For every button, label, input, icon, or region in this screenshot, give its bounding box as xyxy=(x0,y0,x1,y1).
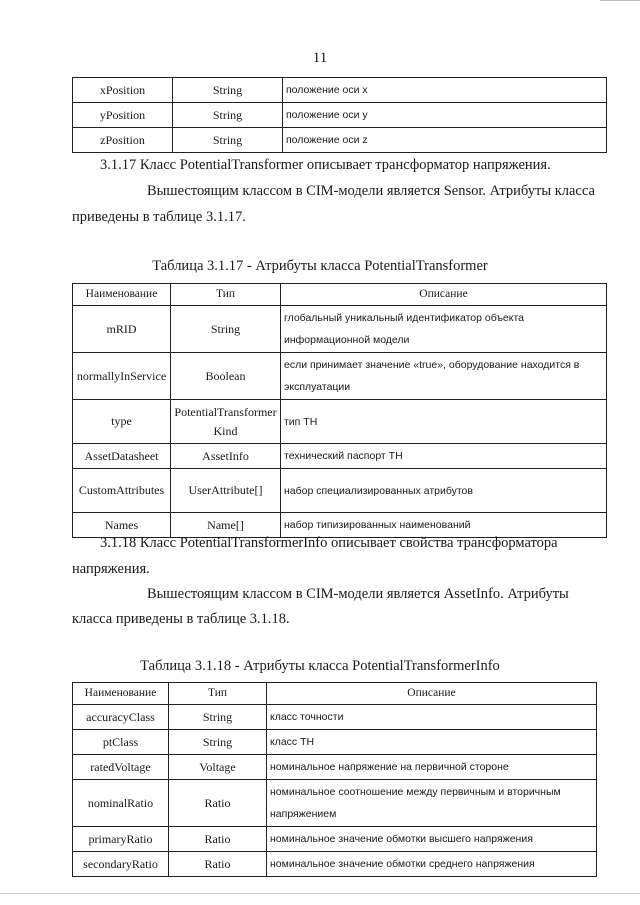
attr-name: AssetDatasheet xyxy=(73,444,171,469)
attr-name: secondaryRatio xyxy=(73,852,169,877)
column-header-name: Наименование xyxy=(73,683,169,705)
column-header-type: Тип xyxy=(169,683,267,705)
attr-description: набор специализированных атрибутов xyxy=(281,469,607,513)
attr-name: ratedVoltage xyxy=(73,755,169,780)
attr-type: Ratio xyxy=(169,852,267,877)
bottom-scan-line xyxy=(0,893,640,894)
attr-type: Ratio xyxy=(169,780,267,827)
table-row xyxy=(73,755,597,780)
attr-type: AssetInfo xyxy=(171,444,281,469)
attr-description: технический паспорт ТН xyxy=(281,444,607,469)
attributes-table-3117 xyxy=(72,283,607,538)
table-row xyxy=(73,780,597,827)
table-row xyxy=(73,705,597,730)
section-paragraph-3118-line2: класса приведены в таблице 3.1.18. xyxy=(72,611,290,627)
attr-name: type xyxy=(73,400,171,444)
attr-type: Voltage xyxy=(169,755,267,780)
attr-description: глобальный уникальный идентификатор объекта информационной модели xyxy=(281,306,607,353)
table-header-row xyxy=(73,683,597,705)
attr-name: yPosition xyxy=(73,103,173,128)
attr-description: положение оси z xyxy=(283,128,607,153)
attr-description: положение оси x xyxy=(283,78,607,103)
attr-type: Boolean xyxy=(171,353,281,400)
attr-description: класс ТН xyxy=(267,730,597,755)
column-header-type: Тип xyxy=(171,284,281,306)
table-caption-3118: Таблица 3.1.18 - Атрибуты класса PotentialTransformerInfo xyxy=(140,658,500,674)
section-paragraph-3118-line1: Вышестоящим классом в CIM-модели является AssetInfo. Атрибуты xyxy=(147,586,569,602)
attr-type: PotentialTransformerKind xyxy=(171,400,281,444)
table-row xyxy=(73,513,607,538)
attr-name: accuracyClass xyxy=(73,705,169,730)
table-row xyxy=(73,78,607,103)
attr-description: класс точности xyxy=(267,705,597,730)
table-row xyxy=(73,827,597,852)
attr-description: тип ТН xyxy=(281,400,607,444)
section-paragraph-3117-line2: приведены в таблице 3.1.17. xyxy=(72,209,246,225)
attr-type: String xyxy=(173,128,283,153)
table-row xyxy=(73,306,607,353)
page-number: 11 xyxy=(312,50,328,66)
attr-type: String xyxy=(169,705,267,730)
attr-description: номинальное значение обмотки высшего напряжения xyxy=(267,827,597,852)
attr-description: положение оси y xyxy=(283,103,607,128)
section-heading-3118-line2: напряжения. xyxy=(72,561,150,577)
attr-name: Names xyxy=(73,513,171,538)
attr-type: Name[] xyxy=(171,513,281,538)
table-row xyxy=(73,353,607,400)
table-row xyxy=(73,128,607,153)
attr-name: nominalRatio xyxy=(73,780,169,827)
attr-name: CustomAttributes xyxy=(73,469,171,513)
top-scan-line xyxy=(600,0,640,1)
attr-name: mRID xyxy=(73,306,171,353)
table-row xyxy=(73,852,597,877)
table-header-row xyxy=(73,284,607,306)
section-paragraph-3117-line1: Вышестоящим классом в CIM-модели является Sensor. Атрибуты класса xyxy=(147,183,595,199)
table-row xyxy=(73,469,607,513)
attr-description: набор типизированных наименований xyxy=(281,513,607,538)
section-heading-3117: 3.1.17 Класс PotentialTransformer описывает трансформатор напряжения. xyxy=(100,157,551,173)
attr-description: номинальное напряжение на первичной стороне xyxy=(267,755,597,780)
table-row xyxy=(73,444,607,469)
table-row xyxy=(73,400,607,444)
attr-description: номинальное значение обмотки среднего напряжения xyxy=(267,852,597,877)
column-header-name: Наименование xyxy=(73,284,171,306)
attr-description: если принимает значение «true», оборудование находится в эксплуатации xyxy=(281,353,607,400)
attributes-table-3118 xyxy=(72,682,597,877)
table-row xyxy=(73,103,607,128)
attr-name: zPosition xyxy=(73,128,173,153)
attributes-table-continued xyxy=(72,77,607,153)
attr-type: String xyxy=(173,78,283,103)
attr-type: String xyxy=(169,730,267,755)
attr-name: primaryRatio xyxy=(73,827,169,852)
attr-description: номинальное соотношение между первичным и вторичным напряжением xyxy=(267,780,597,827)
attr-type: Ratio xyxy=(169,827,267,852)
attr-name: normallyInService xyxy=(73,353,171,400)
attr-type: String xyxy=(171,306,281,353)
table-caption-3117: Таблица 3.1.17 - Атрибуты класса PotentialTransformer xyxy=(152,258,488,274)
column-header-description: Описание xyxy=(267,683,597,705)
attr-name: ptClass xyxy=(73,730,169,755)
table-row xyxy=(73,730,597,755)
attr-name: xPosition xyxy=(73,78,173,103)
section-heading-3118-line1: 3.1.18 Класс PotentialTransformerInfo описывает свойства трансформатора xyxy=(100,535,558,551)
attr-type: String xyxy=(173,103,283,128)
column-header-description: Описание xyxy=(281,284,607,306)
attr-type: UserAttribute[] xyxy=(171,469,281,513)
